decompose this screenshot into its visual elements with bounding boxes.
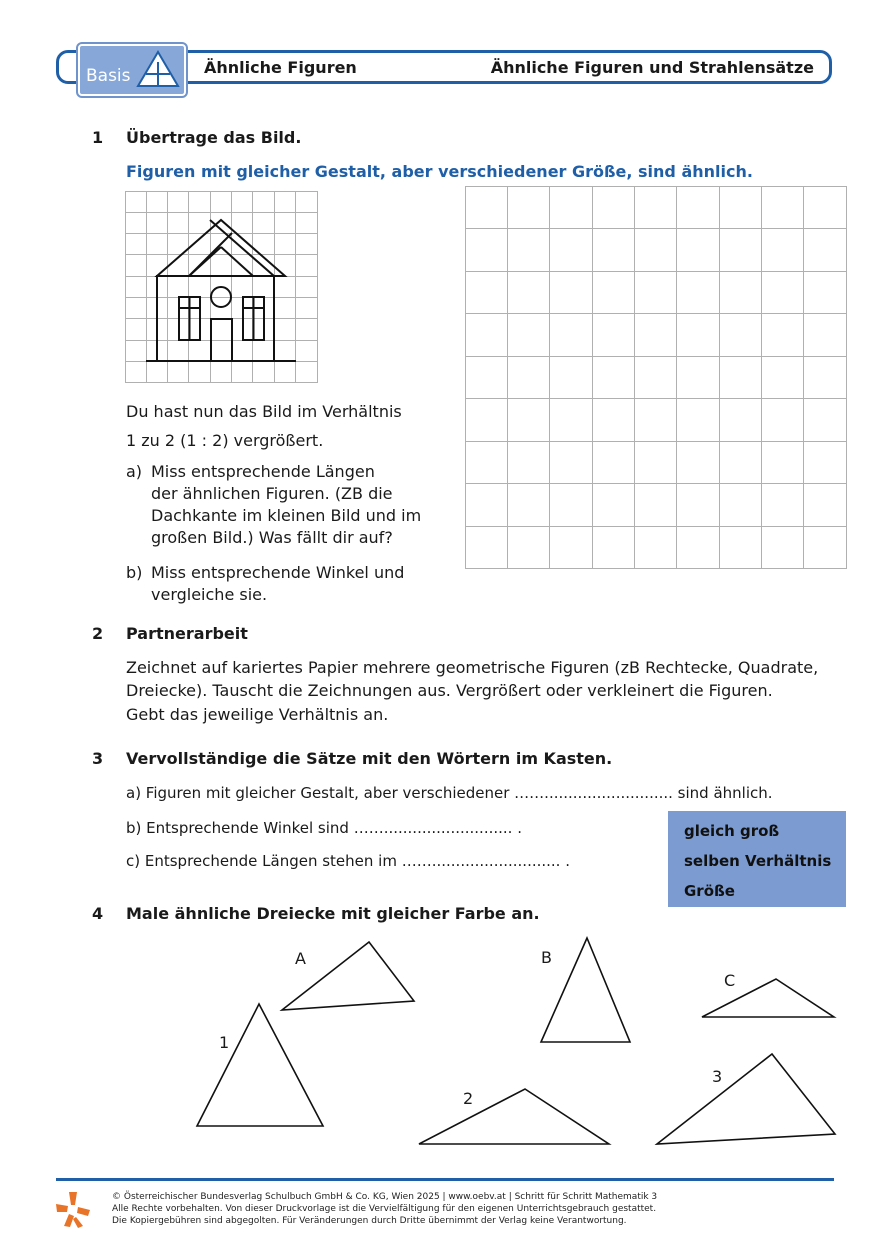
task4-title: Male ähnliche Dreiecke mit gleicher Farbe an. [126,904,540,923]
task2-title: Partnerarbeit [126,624,248,643]
task1-highlight: Figuren mit gleicher Gestalt, aber verschiedener Größe, sind ähnlich. [126,162,753,181]
large-drawing-grid[interactable] [465,186,847,570]
triangle-2[interactable] [419,1089,609,1144]
task1-number: 1 [92,128,104,147]
task4-number: 4 [92,904,104,923]
triangle-label-2: 2 [463,1089,474,1108]
triangle-c[interactable] [702,979,834,1017]
house-drawing [146,220,296,361]
task1-a-line: Dachkante im kleinen Bild und im [151,506,422,525]
triangle-logo-icon [136,50,180,88]
task1-a-label: a) [126,462,143,481]
task1-text-line2: 1 zu 2 (1 : 2) vergrößert. [126,431,324,450]
task3-sentence-c: c) Entsprechende Längen stehen im ……........................... . [126,852,570,870]
footer-text [112,1191,657,1227]
task2-line: Dreiecke). Tauscht die Zeichnungen aus. Vergrößert oder verkleinert die Figuren. [126,681,773,700]
word-box-item: Größe [684,882,735,900]
word-box [668,811,846,907]
footer-line3: Die Kopiergebühren sind abgegolten. Für Veränderungen durch Dritte übernimmt der Verlag keine Verantwortung. [112,1216,627,1226]
publisher-logo-icon [54,1190,92,1228]
word-box-item: selben Verhältnis [684,852,832,870]
task1-b-line: Miss entsprechende Winkel und [151,563,405,582]
footer-line1: © Österreichischer Bundesverlag Schulbuch GmbH & Co. KG, Wien 2025 | www.oebv.at | Schritt für Schritt Mathematik 3 [112,1192,658,1202]
triangle-1[interactable] [197,1004,323,1126]
task1-title: Übertrage das Bild. [126,128,302,147]
header-left-title: Ähnliche Figuren [204,58,357,77]
footer-line2: Alle Rechte vorbehalten. Von dieser Druckvorlage ist die Vervielfältigung für den eigenen Unterrichtsgebrauch gestattet. [112,1204,657,1214]
triangle-3[interactable] [657,1054,835,1144]
small-house-grid [125,191,318,383]
task3-sentence-a: a) Figuren mit gleicher Gestalt, aber verschiedener ……........................... sind ähnlich. [126,784,773,802]
task3-title: Vervollständige die Sätze mit den Wörtern im Kasten. [126,749,613,768]
task1-b-label: b) [126,563,143,582]
task1-b-line: vergleiche sie. [151,585,268,604]
header-right-title: Ähnliche Figuren und Strahlensätze [490,58,814,77]
triangle-label-a: A [295,949,306,968]
level-badge [78,44,186,96]
badge-label: Basis [86,66,131,86]
triangle-b[interactable] [541,938,630,1042]
footer-line [56,1178,834,1181]
triangle-label-c: C [724,971,736,990]
task1-a-line: Miss entsprechende Längen [151,462,375,481]
triangles-figure [0,930,890,1160]
triangle-label-1: 1 [219,1033,230,1052]
task2-number: 2 [92,624,104,643]
task2-line: Zeichnet auf kariertes Papier mehrere geometrische Figuren (zB Rechtecke, Quadrate, [126,658,819,677]
task3-sentence-b: b) Entsprechende Winkel sind ……........................... . [126,819,522,837]
word-box-item: gleich groß [684,822,780,840]
task1-a-line: großen Bild.) Was fällt dir auf? [151,528,393,547]
triangle-label-3: 3 [712,1067,723,1086]
task1-text-line1: Du hast nun das Bild im Verhältnis [126,402,402,421]
task3-number: 3 [92,749,104,768]
task1-a-line: der ähnlichen Figuren. (ZB die [151,484,393,503]
triangle-label-b: B [541,948,552,967]
task2-line: Gebt das jeweilige Verhältnis an. [126,705,389,724]
